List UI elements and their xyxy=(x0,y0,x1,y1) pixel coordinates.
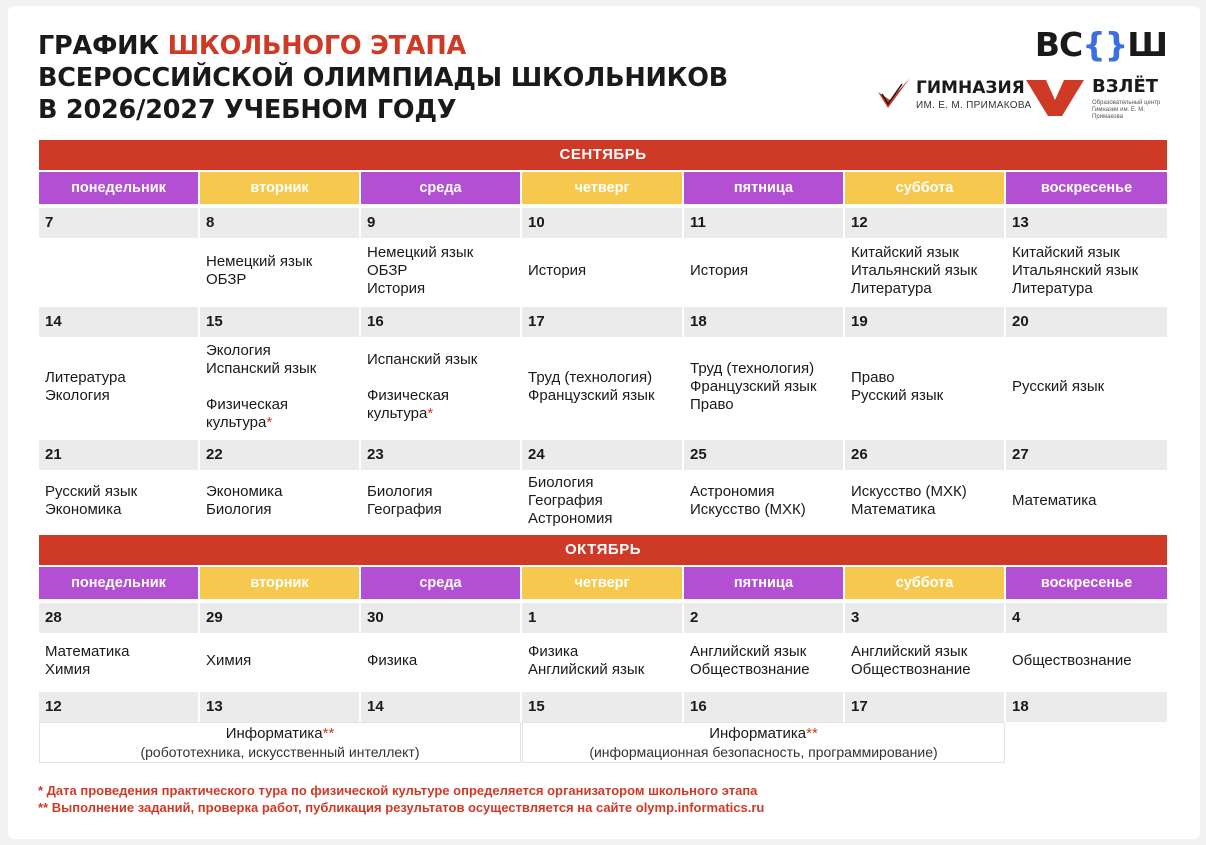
subject-item: Физика xyxy=(367,652,418,669)
day-number: 8 xyxy=(200,208,359,238)
day-number: 24 xyxy=(522,440,682,470)
day-number: 19 xyxy=(845,307,1004,337)
weekday-header: суббота xyxy=(845,172,1004,204)
day-subjects xyxy=(1006,470,1167,532)
day-number: 29 xyxy=(200,603,359,633)
subject-item: Итальянский язык xyxy=(1012,262,1139,279)
day-subjects xyxy=(200,633,359,689)
footnote-2: ** Выполнение заданий, проверка работ, публикация результатов осуществляется на сайте olymp.informatics.ru xyxy=(38,800,765,815)
subject-item: Биология xyxy=(367,483,433,500)
gymnasium-name: ГИМНАЗИЯ xyxy=(916,78,1025,98)
subject-item: Химия xyxy=(45,661,91,678)
subject-item: Английский язык xyxy=(690,643,807,660)
subject-gap xyxy=(206,378,359,396)
day-subjects xyxy=(684,633,843,689)
informatics-cell xyxy=(522,722,1005,763)
day-number: 15 xyxy=(200,307,359,337)
subject-item: Обществознание xyxy=(851,661,971,678)
weekday-header: четверг xyxy=(522,172,682,204)
subject-item: Английский язык xyxy=(851,643,968,660)
day-subjects xyxy=(522,238,682,304)
day-number: 13 xyxy=(1006,208,1167,238)
subject-item: Итальянский язык xyxy=(851,262,978,279)
day-number: 10 xyxy=(522,208,682,238)
subject-item: Экология xyxy=(206,342,271,359)
informatics-cell xyxy=(39,722,521,763)
day-number: 3 xyxy=(845,603,1004,633)
vsosh-brace-close: } xyxy=(1104,24,1128,64)
day-subjects xyxy=(200,238,359,304)
day-number: 21 xyxy=(39,440,198,470)
subject-item: Право xyxy=(851,369,895,386)
day-number: 18 xyxy=(1006,692,1167,722)
subject-item: Искусство (МХК) xyxy=(690,501,806,518)
day-subjects xyxy=(684,337,843,437)
day-number: 1 xyxy=(522,603,682,633)
vsosh-left: ВС xyxy=(1034,24,1083,64)
subject-item: Китайский язык xyxy=(851,244,959,261)
day-number: 14 xyxy=(39,307,198,337)
subject-item: Русский язык xyxy=(851,387,944,404)
title-prefix: ГРАФИК xyxy=(38,31,168,61)
day-number: 22 xyxy=(200,440,359,470)
day-number: 17 xyxy=(522,307,682,337)
day-number: 27 xyxy=(1006,440,1167,470)
month-banner-october: ОКТЯБРЬ xyxy=(39,535,1167,565)
vzlet-v-icon xyxy=(1024,74,1086,118)
footnote-mark: ** xyxy=(806,724,818,742)
gymnasium-check-icon xyxy=(876,74,912,114)
weekday-header: среда xyxy=(361,567,520,599)
day-subjects xyxy=(39,470,198,532)
subject-item: Биология xyxy=(206,501,272,518)
page-title xyxy=(38,30,728,126)
weekday-header: воскресенье xyxy=(1006,172,1167,204)
subject-item: Немецкий язык xyxy=(367,244,474,261)
day-subjects xyxy=(361,470,520,532)
weekday-header: пятница xyxy=(684,172,843,204)
title-line-3: В 2026/2027 УЧЕБНОМ ГОДУ xyxy=(38,95,457,125)
title-line-2: ВСЕРОССИЙСКОЙ ОЛИМПИАДЫ ШКОЛЬНИКОВ xyxy=(38,63,728,93)
day-number: 30 xyxy=(361,603,520,633)
subject-item: Литература xyxy=(45,369,126,386)
subject-item: Физическая xyxy=(367,387,450,404)
subject-item: культура* xyxy=(367,405,434,422)
weekday-header: понедельник xyxy=(39,172,198,204)
day-number: 9 xyxy=(361,208,520,238)
day-subjects xyxy=(361,238,520,304)
subject-item: История xyxy=(367,280,426,297)
subject-item: Химия xyxy=(206,652,252,669)
day-subjects xyxy=(39,337,198,437)
day-subjects xyxy=(1006,633,1167,689)
informatics-note: (информационная безопасность, программирование) xyxy=(589,743,938,760)
informatics-title-line xyxy=(226,724,335,743)
subject-item: Русский язык xyxy=(45,483,138,500)
day-subjects xyxy=(200,470,359,532)
subject-item: Китайский язык xyxy=(1012,244,1120,261)
weekday-header: вторник xyxy=(200,172,359,204)
subject-item: Физическая xyxy=(206,396,289,413)
subject-item: История xyxy=(690,262,749,279)
subject-item: Астрономия xyxy=(690,483,775,500)
vsosh-right: Ш xyxy=(1127,24,1167,64)
day-subjects xyxy=(522,470,682,532)
subject-item: География xyxy=(528,492,603,509)
day-number: 13 xyxy=(200,692,359,722)
day-subjects xyxy=(1006,238,1167,304)
vzlet-logo xyxy=(1024,74,1174,118)
subject-item: Английский язык xyxy=(528,661,645,678)
october-grid xyxy=(39,567,1167,763)
gymnasium-logo xyxy=(876,74,1032,114)
informatics-title: Информатика xyxy=(225,724,323,742)
subject-item: Обществознание xyxy=(1012,652,1132,669)
weekday-header: воскресенье xyxy=(1006,567,1167,599)
subject-item: Биология xyxy=(528,474,594,491)
day-number: 18 xyxy=(684,307,843,337)
informatics-title-line xyxy=(709,724,818,743)
subject-item: Экономика xyxy=(45,501,122,518)
subject-item: Физика xyxy=(528,643,579,660)
day-number: 14 xyxy=(361,692,520,722)
subject-item: Труд (технология) xyxy=(690,360,815,377)
subject-item: Русский язык xyxy=(1012,378,1105,395)
subject-item: Математика xyxy=(1012,492,1097,509)
subject-item: Французский язык xyxy=(690,378,817,395)
day-number: 2 xyxy=(684,603,843,633)
subject-gap xyxy=(367,369,520,387)
schedule-page xyxy=(8,6,1200,839)
day-subjects xyxy=(845,238,1004,304)
subject-item: Немецкий язык xyxy=(206,253,313,270)
subject-item: Экология xyxy=(45,387,110,404)
day-number: 17 xyxy=(845,692,1004,722)
weekday-header: среда xyxy=(361,172,520,204)
subject-item: Искусство (МХК) xyxy=(851,483,967,500)
vsosh-logo xyxy=(1025,24,1167,64)
day-subjects xyxy=(522,337,682,437)
title-line-1 xyxy=(38,30,728,62)
day-subjects xyxy=(684,238,843,304)
subject-item: Астрономия xyxy=(528,510,613,527)
subject-item: Математика xyxy=(851,501,936,518)
september-grid xyxy=(39,172,1167,532)
weekday-header: пятница xyxy=(684,567,843,599)
subject-item: ОБЗР xyxy=(206,271,247,288)
day-subjects xyxy=(1006,337,1167,437)
day-subjects xyxy=(39,633,198,689)
day-subjects xyxy=(361,633,520,689)
day-subjects xyxy=(845,633,1004,689)
weekday-header: вторник xyxy=(200,567,359,599)
day-number: 28 xyxy=(39,603,198,633)
title-highlight: ШКОЛЬНОГО ЭТАПА xyxy=(167,31,467,61)
day-subjects xyxy=(845,470,1004,532)
subject-item: География xyxy=(367,501,442,518)
informatics-title: Информатика xyxy=(709,724,807,742)
vsosh-brace-open: { xyxy=(1082,24,1105,64)
month-banner-september: СЕНТЯБРЬ xyxy=(39,140,1167,170)
informatics-note: (робототехника, искусственный интеллект) xyxy=(140,743,420,760)
day-subjects xyxy=(39,238,198,304)
day-number: 12 xyxy=(39,692,198,722)
subject-item: Экономика xyxy=(206,483,283,500)
day-subjects xyxy=(845,337,1004,437)
footnote-1: * Дата проведения практического тура по физической культуре определяется организатором школьного этапа xyxy=(38,783,758,798)
day-number: 11 xyxy=(684,208,843,238)
subject-item: Литература xyxy=(1012,280,1093,297)
day-number: 7 xyxy=(39,208,198,238)
subject-item: Право xyxy=(690,396,734,413)
day-subjects xyxy=(684,470,843,532)
day-number: 23 xyxy=(361,440,520,470)
day-number: 15 xyxy=(522,692,682,722)
subject-item: ОБЗР xyxy=(367,262,408,279)
subject-item: Литература xyxy=(851,280,932,297)
day-subjects xyxy=(522,633,682,689)
day-number: 12 xyxy=(845,208,1004,238)
subject-item: Испанский язык xyxy=(206,360,317,377)
day-number: 20 xyxy=(1006,307,1167,337)
vzlet-subtitle: Образовательный центр Гимназии им. Е. М. Примакова xyxy=(1092,100,1161,120)
subject-item: Обществознание xyxy=(690,661,810,678)
day-number: 4 xyxy=(1006,603,1167,633)
subject-item: Испанский язык xyxy=(367,351,478,368)
gymnasium-subtitle: ИМ. Е. М. ПРИМАКОВА xyxy=(916,100,1032,111)
vzlet-name: ВЗЛЁТ xyxy=(1092,76,1159,97)
day-number: 25 xyxy=(684,440,843,470)
weekday-header: суббота xyxy=(845,567,1004,599)
day-number: 26 xyxy=(845,440,1004,470)
day-subjects xyxy=(361,337,520,437)
footnote-mark: ** xyxy=(322,724,335,742)
subject-item: Труд (технология) xyxy=(528,369,653,386)
day-number: 16 xyxy=(361,307,520,337)
subject-item: культура* xyxy=(206,414,273,431)
subject-item: Французский язык xyxy=(528,387,655,404)
day-subjects xyxy=(200,337,359,437)
day-number: 16 xyxy=(684,692,843,722)
subject-item: История xyxy=(528,262,587,279)
weekday-header: понедельник xyxy=(39,567,198,599)
weekday-header: четверг xyxy=(522,567,682,599)
subject-item: Математика xyxy=(45,643,130,660)
